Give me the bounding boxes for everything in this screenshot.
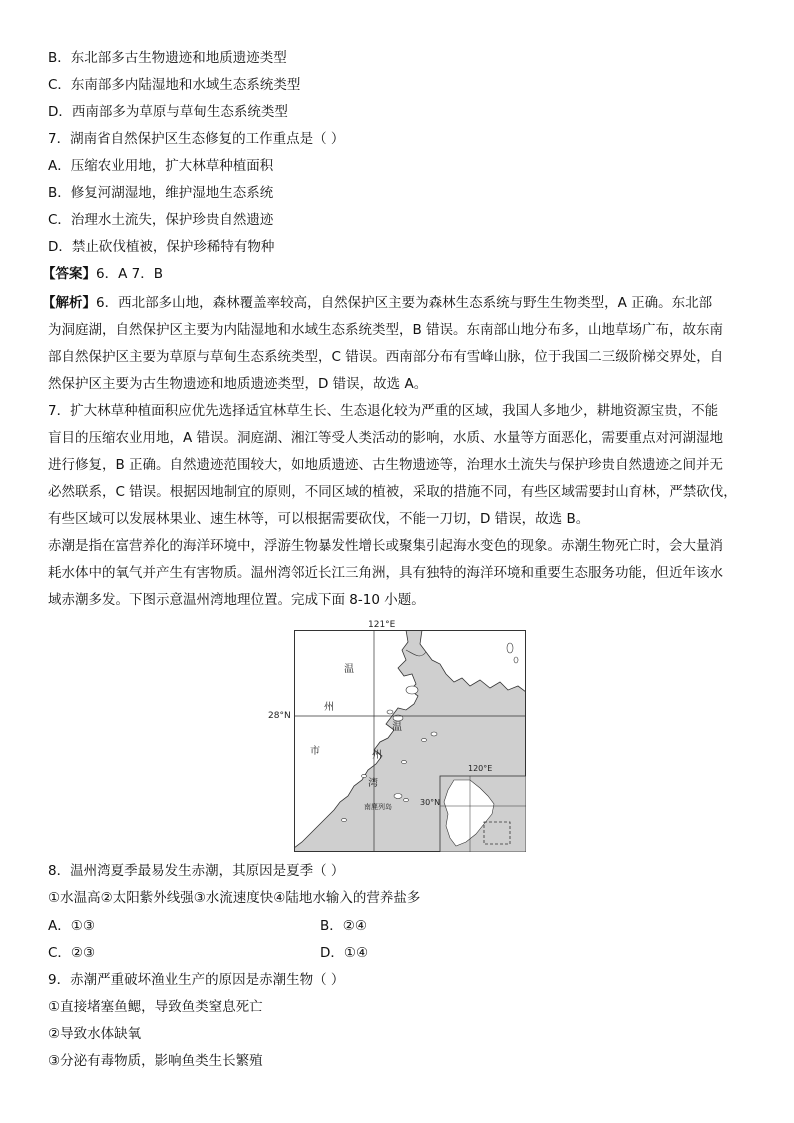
q7-option-a: A．压缩农业用地，扩大林草种植面积	[48, 158, 274, 174]
q8-option-b: B．②④	[320, 918, 367, 934]
q8-option-a: A．①③	[48, 918, 95, 934]
analysis-q6-line-1: 【解析】6．西北部多山地，森林覆盖率较高，自然保护区主要为森林生态系统与野生生物类型，A 正确。东北部	[42, 295, 713, 311]
q9-item-2: ②导致水体缺氧	[48, 1026, 142, 1042]
answer-text: 6．A 7．B	[96, 266, 163, 282]
q6-option-d: D．西南部多为草原与草甸生态系统类型	[48, 104, 288, 120]
q9-stem: 9．赤潮严重破坏渔业生产的原因是赤潮生物（ ）	[48, 972, 345, 988]
analysis-q7-line-3: 进行修复，B 正确。自然遗迹范围较大，如地质遗迹、古生物遗迹等，治理水土流失与保护珍贵自然遗迹之间并无	[48, 457, 724, 473]
q7-option-c: C．治理水土流失，保护珍贵自然遗迹	[48, 212, 274, 228]
inset-map	[440, 776, 526, 852]
analysis-tag: 【解析】	[42, 295, 96, 311]
analysis-q7-line-2: 盲目的压缩农业用地，A 错误。洞庭湖、湘江等受人类活动的影响，水质、水量等方面恶化，需要重点对河湖湿地	[48, 430, 724, 446]
q6-option-c: C．东南部多内陆湿地和水域生态系统类型	[48, 77, 301, 93]
inset-lon-label: 120°E	[468, 764, 493, 773]
analysis-q6-line-4: 然保护区主要为古生物遗迹和地质遗迹类型，D 错误，故选 A。	[48, 376, 428, 392]
analysis-q6-line-3: 部自然保护区主要为草原与草甸生态系统类型，C 错误。西南部分布有雪峰山脉，位于我国二三级阶梯交界处，自	[48, 349, 724, 365]
analysis-q7	[48, 398, 748, 533]
intro-line-3: 域赤潮多发。下图示意温州湾地理位置。完成下面 8-10 小题。	[48, 592, 425, 608]
q7-option-b: B．修复河湖湿地，维护湿地生态系统	[48, 185, 274, 201]
inset-lat-label: 30°N	[420, 798, 441, 807]
q9-item-1: ①直接堵塞鱼鳃，导致鱼类窒息死亡	[48, 999, 263, 1015]
city-char-2: 州	[324, 702, 334, 713]
analysis-q7-line-5: 有些区域可以发展林果业、速生林等，可以根据需要砍伐，不能一刀切，D 错误，故选 B。	[48, 511, 590, 527]
analysis-q6	[42, 290, 748, 398]
q6-option-b: B．东北部多古生物遗迹和地质遗迹类型	[48, 50, 287, 66]
q8-option-c: C．②③	[48, 945, 96, 961]
intro-line-2: 耗水体中的氧气并产生有害物质。温州湾邻近长江三角洲，具有独特的海洋环境和重要生态服务功能，但近年该水	[48, 565, 723, 581]
analysis-q6-line-2: 为洞庭湖，自然保护区主要为内陆湿地和水域生态系统类型，B 错误。东南部山地分布多，山地草场广布，故东南	[48, 322, 724, 338]
islands-label: 南麂列岛	[364, 803, 392, 811]
q7-stem: 7．湖南省自然保护区生态修复的工作重点是（ ）	[48, 131, 345, 147]
bay-char-1: 温	[392, 722, 402, 733]
city-char-3: 市	[310, 746, 320, 757]
q8-option-d: D．①④	[320, 945, 369, 961]
intro-line-1: 赤潮是指在富营养化的海洋环境中，浮游生物暴发性增长或聚集引起海水变色的现象。赤潮生物死亡时，会大量消	[48, 538, 723, 554]
q8-items: ①水温高②太阳紫外线强③水流速度快④陆地水输入的营养盐多	[48, 890, 421, 906]
bay-char-2: 州	[372, 750, 382, 761]
q8-stem: 8．温州湾夏季最易发生赤潮，其原因是夏季（ ）	[48, 863, 345, 879]
lon-label: 121°E	[368, 620, 396, 630]
q9-item-3: ③分泌有毒物质，影响鱼类生长繁殖	[48, 1053, 263, 1069]
bay-char-3: 湾	[368, 778, 378, 789]
lat-label: 28°N	[268, 711, 291, 721]
analysis-q7-line-1: 7．扩大林草种植面积应优先选择适宜林草生长、生态退化较为严重的区域，我国人多地少，耕地资源宝贵，不能	[48, 403, 719, 419]
answer-line	[42, 264, 163, 284]
analysis-q7-line-4: 必然联系，C 错误。根据因地制宜的原则，不同区域的植被，采取的措施不同，有些区域需要封山育林，严禁砍伐，	[48, 484, 737, 500]
map-svg	[294, 630, 526, 852]
wenzhou-bay-map	[268, 620, 526, 852]
answer-tag: 【答案】	[42, 266, 96, 282]
city-char-1: 温	[344, 664, 354, 675]
q7-option-d: D．禁止砍伐植被，保护珍稀特有物种	[48, 239, 275, 255]
intro-paragraph	[48, 533, 748, 614]
